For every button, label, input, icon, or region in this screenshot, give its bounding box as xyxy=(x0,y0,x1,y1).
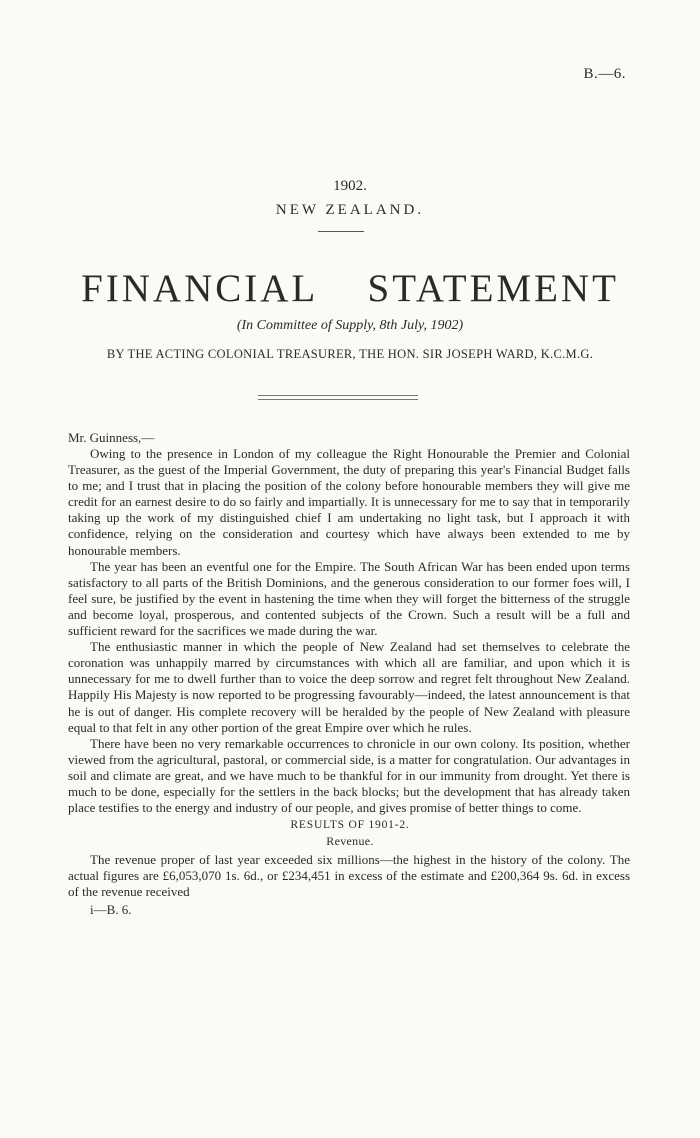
body-text-block xyxy=(68,446,630,816)
results-heading: RESULTS OF 1901-2. xyxy=(290,819,410,831)
revenue-text-block xyxy=(68,852,630,900)
paragraph: The enthusiastic manner in which the people of New Zealand had set themselves to celebrate the coronation was unhappily marred by circumstances with which all are familiar, and upon which it is unnecessary for me to dwell further than to voice the deep sorrow and regret felt throughout New Zealand. Happily His Majesty is now reported to be progressing favourably—indeed, the latest announcement is that he is out of danger. His complete recovery will be heralded by the people of New Zealand with pleasure equal to that felt in any other portion of the great Empire over which he rules. xyxy=(68,639,630,735)
double-rule xyxy=(258,395,418,400)
paragraph: Owing to the presence in London of my colleague the Right Honourable the Premier and Colonial Treasurer, as the guest of the Imperial Government, the duty of preparing this year's Financial Budget falls to me; and I trust that in placing the position of the colony before honourable members they will give me credit for an earnest desire to do so fairly and impartially. It is unnecessary for me to say that in temporarily taking up the work of my distinguished chief I am undertaking no light task, but I approach it with confidence, relying on the consideration and courtesy which have always been extended to me by honourable members. xyxy=(68,446,630,558)
short-rule xyxy=(318,231,364,232)
signature-mark: i—B. 6. xyxy=(90,902,132,917)
document-country: NEW ZEALAND. xyxy=(275,202,425,218)
revenue-heading: Revenue. xyxy=(326,834,374,848)
document-byline: BY THE ACTING COLONIAL TREASURER, THE HON. SIR JOSEPH WARD, K.C.M.G. xyxy=(106,347,594,361)
paragraph: The year has been an eventful one for the Empire. The South African War has been ended upon terms satisfactory to all parts of the British Dominions, and the generous consideration to our former foes will, I feel sure, be justified by the event in hastening the time when they will forget the bitterness of the struggle and become loyal, prosperous, and contented subjects of the Crown. Such a result will be a full and sufficient reward for the sacrifices we made during the war. xyxy=(68,558,630,639)
document-subtitle: (In Committee of Supply, 8th July, 1902) xyxy=(236,318,464,333)
salutation: Mr. Guinness,— xyxy=(68,430,155,445)
document-title: FINANCIAL STATEMENT xyxy=(81,267,619,310)
paragraph: There have been no very remarkable occurrences to chronicle in our own colony. Its position, whether viewed from the agricultural, pastoral, or commercial side, is a matter for congratulation. Our advantages in soil and climate are great, and we have much to be thankful for in our immunity from drought. Yet there is much to be done, especially for the settlers in the back blocks; but the development that has already taken place testifies to the energy and industry of our people, and gives promise of better things to come. xyxy=(68,735,630,816)
page-reference: B.—6. xyxy=(583,66,626,82)
document-year: 1902. xyxy=(333,178,367,194)
paragraph: The revenue proper of last year exceeded six millions—the highest in the history of the colony. The actual figures are £6,053,070 1s. 6d., or £234,451 in excess of the estimate and £200,364 9s. 6d. in excess of the revenue received xyxy=(68,852,630,900)
